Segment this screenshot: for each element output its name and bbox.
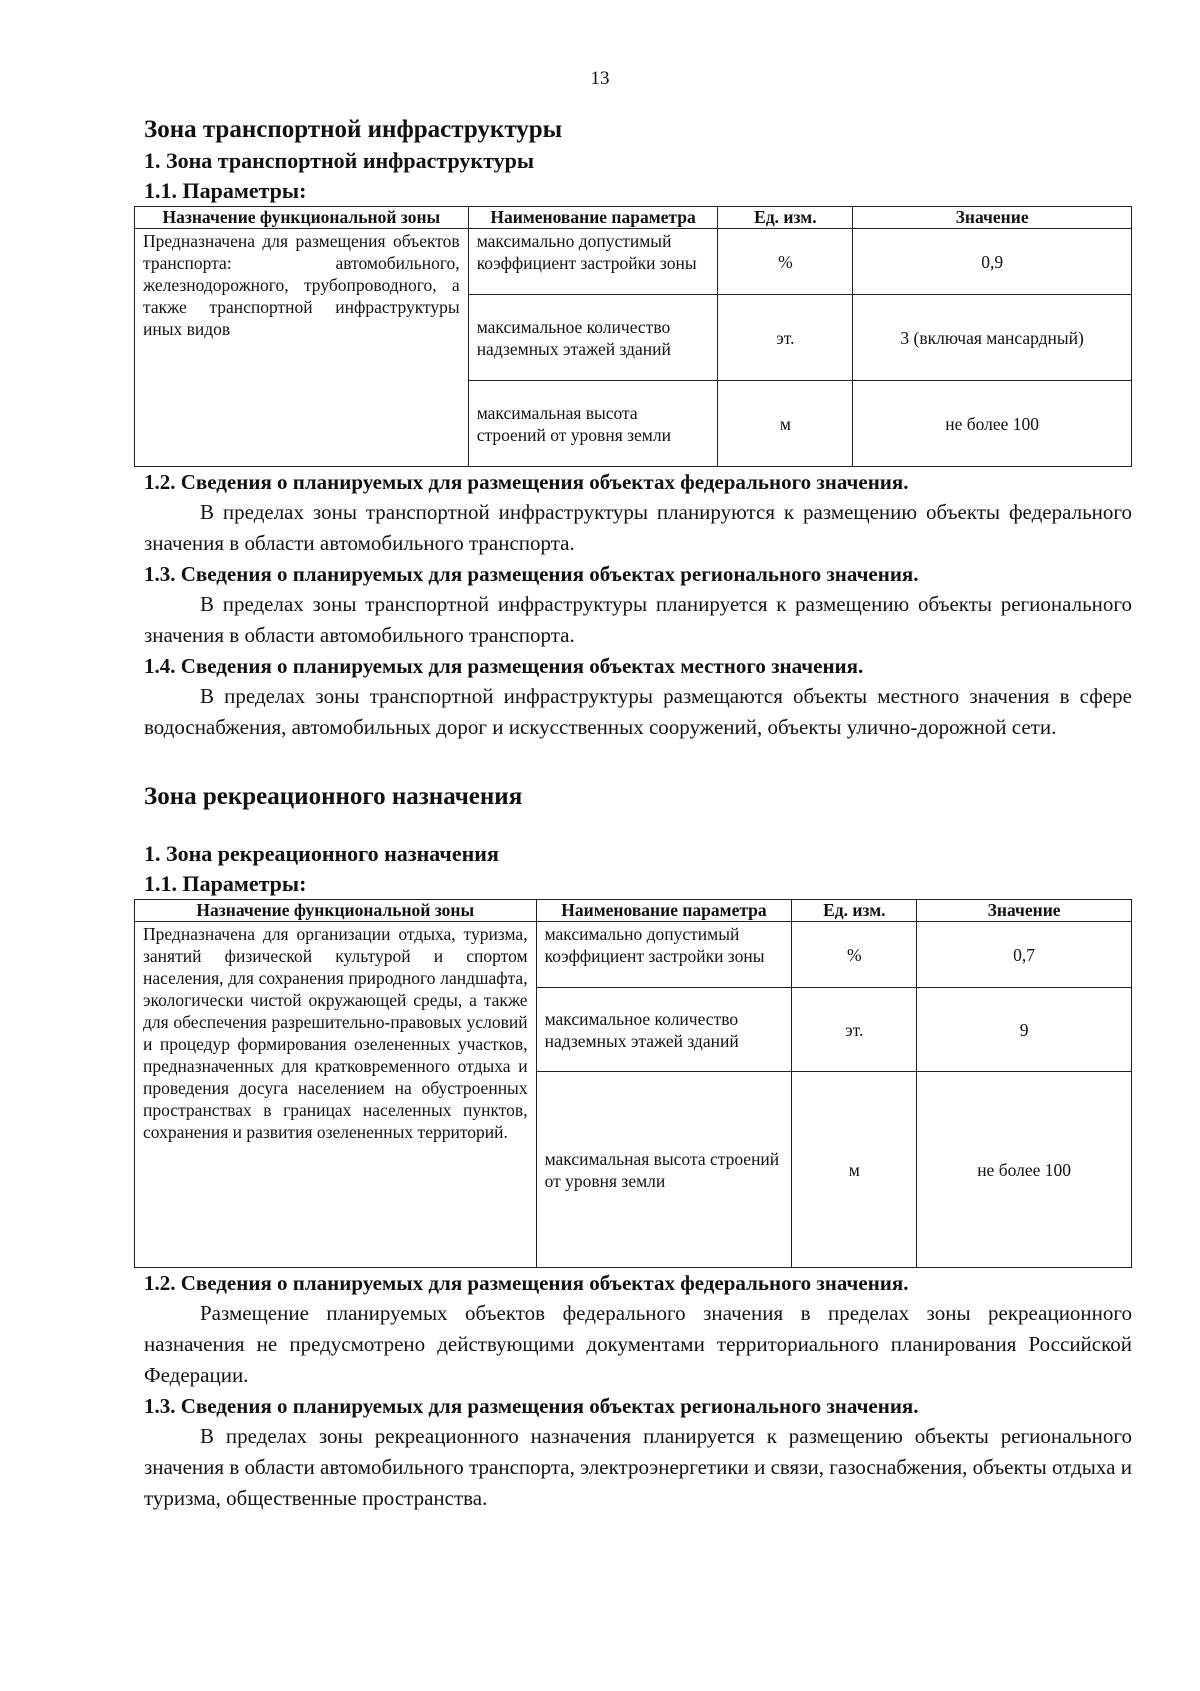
- s13-heading-recreation: 1.3. Сведения о планируемых для размещения объектах регионального значения.: [144, 1394, 919, 1418]
- param-value: 0,9: [853, 229, 1132, 295]
- header-param-name: Наименование параметра: [468, 207, 718, 229]
- s12-text-recreation: Размещение планируемых объектов федерального значения в пределах зоны рекреационного назначения не предусмотрено действующими документами территориального планирования Российской Федерации.: [144, 1301, 1132, 1387]
- param-unit: м: [718, 381, 853, 467]
- section-title-transport: Зона транспортной инфраструктуры: [144, 116, 563, 143]
- s13-heading-transport: 1.3. Сведения о планируемых для размещения объектах регионального значения.: [144, 562, 919, 586]
- s14-text-transport: В пределах зоны транспортной инфраструктуры размещаются объекты местного значения в сфере водоснабжения, автомобильных дорог и искусственных сооружений, объекты улично-дорожной сети.: [144, 684, 1132, 739]
- param-name: максимальная высота строений от уровня земли: [468, 381, 718, 467]
- zone-description: Предназначена для размещения объектов транспорта: автомобильного, железнодорожного, трубопроводного, а также транспортной инфраструктуры иных видов: [135, 229, 469, 467]
- s13-text-transport: В пределах зоны транспортной инфраструктуры планируется к размещению объекты регионального значения в области автомобильного транспорта.: [144, 592, 1132, 647]
- s12-text-transport: В пределах зоны транспортной инфраструктуры планируются к размещению объекты федерального значения в области автомобильного транспорта.: [144, 500, 1132, 555]
- param-unit: %: [792, 922, 917, 988]
- header-value: Значение: [917, 900, 1132, 922]
- param-unit: м: [792, 1072, 917, 1268]
- param-unit: %: [718, 229, 853, 295]
- header-unit: Ед. изм.: [792, 900, 917, 922]
- section-title-recreation: Зона рекреационного назначения: [144, 783, 523, 810]
- param-name: максимальное количество надземных этажей зданий: [536, 988, 792, 1072]
- param-name: максимально допустимый коэффициент застройки зоны: [468, 229, 718, 295]
- header-zone-purpose: Назначение функциональной зоны: [135, 900, 537, 922]
- header-unit: Ед. изм.: [718, 207, 853, 229]
- params-table-transport: [134, 206, 1132, 467]
- param-value: не более 100: [853, 381, 1132, 467]
- param-name: максимально допустимый коэффициент застройки зоны: [536, 922, 792, 988]
- header-value: Значение: [853, 207, 1132, 229]
- page-content: [144, 114, 1132, 1514]
- header-param-name: Наименование параметра: [536, 900, 792, 922]
- table-row: [135, 229, 1132, 295]
- params-heading-recreation: 1.1. Параметры:: [144, 871, 307, 896]
- s13-text-recreation: В пределах зоны рекреационного назначения планируется к размещению объекты регионального значения в области автомобильного транспорта, электроэнергетики и связи, газоснабжения, объекты отдыха и туризма, общественные пространства.: [144, 1424, 1132, 1510]
- param-value: 3 (включая мансардный): [853, 295, 1132, 381]
- param-value: не более 100: [917, 1072, 1132, 1268]
- table-header-row: [135, 207, 1132, 229]
- param-unit: эт.: [792, 988, 917, 1072]
- table-header-row: [135, 900, 1132, 922]
- subtitle-transport: 1. Зона транспортной инфраструктуры: [144, 148, 535, 173]
- param-name: максимальная высота строений от уровня земли: [536, 1072, 792, 1268]
- params-table-recreation: [134, 899, 1132, 1268]
- header-zone-purpose: Назначение функциональной зоны: [135, 207, 469, 229]
- param-value: 9: [917, 988, 1132, 1072]
- s14-heading-transport: 1.4. Сведения о планируемых для размещения объектах местного значения.: [144, 654, 864, 678]
- page-number: 13: [590, 68, 610, 89]
- zone-description: Предназначена для организации отдыха, туризма, занятий физической культурой и спортом населения, для сохранения природного ландшафта, экологически чистой окружающей среды, а также для обеспечения разрешительно-правовых условий и процедур формирования озелененных участков, предназначенных для кратковременного отдыха и проведения досуга населением на обустроенных пространствах в границах населенных пунктов, сохранения и развития озелененных территорий.: [135, 922, 537, 1268]
- param-unit: эт.: [718, 295, 853, 381]
- param-name: максимальное количество надземных этажей зданий: [468, 295, 718, 381]
- params-heading-transport: 1.1. Параметры:: [144, 178, 307, 203]
- param-value: 0,7: [917, 922, 1132, 988]
- subtitle-recreation: 1. Зона рекреационного назначения: [144, 841, 499, 866]
- s12-heading-recreation: 1.2. Сведения о планируемых для размещения объектах федерального значения.: [144, 1271, 909, 1295]
- table-row: [135, 922, 1132, 988]
- s12-heading-transport: 1.2. Сведения о планируемых для размещения объектах федерального значения.: [144, 470, 909, 494]
